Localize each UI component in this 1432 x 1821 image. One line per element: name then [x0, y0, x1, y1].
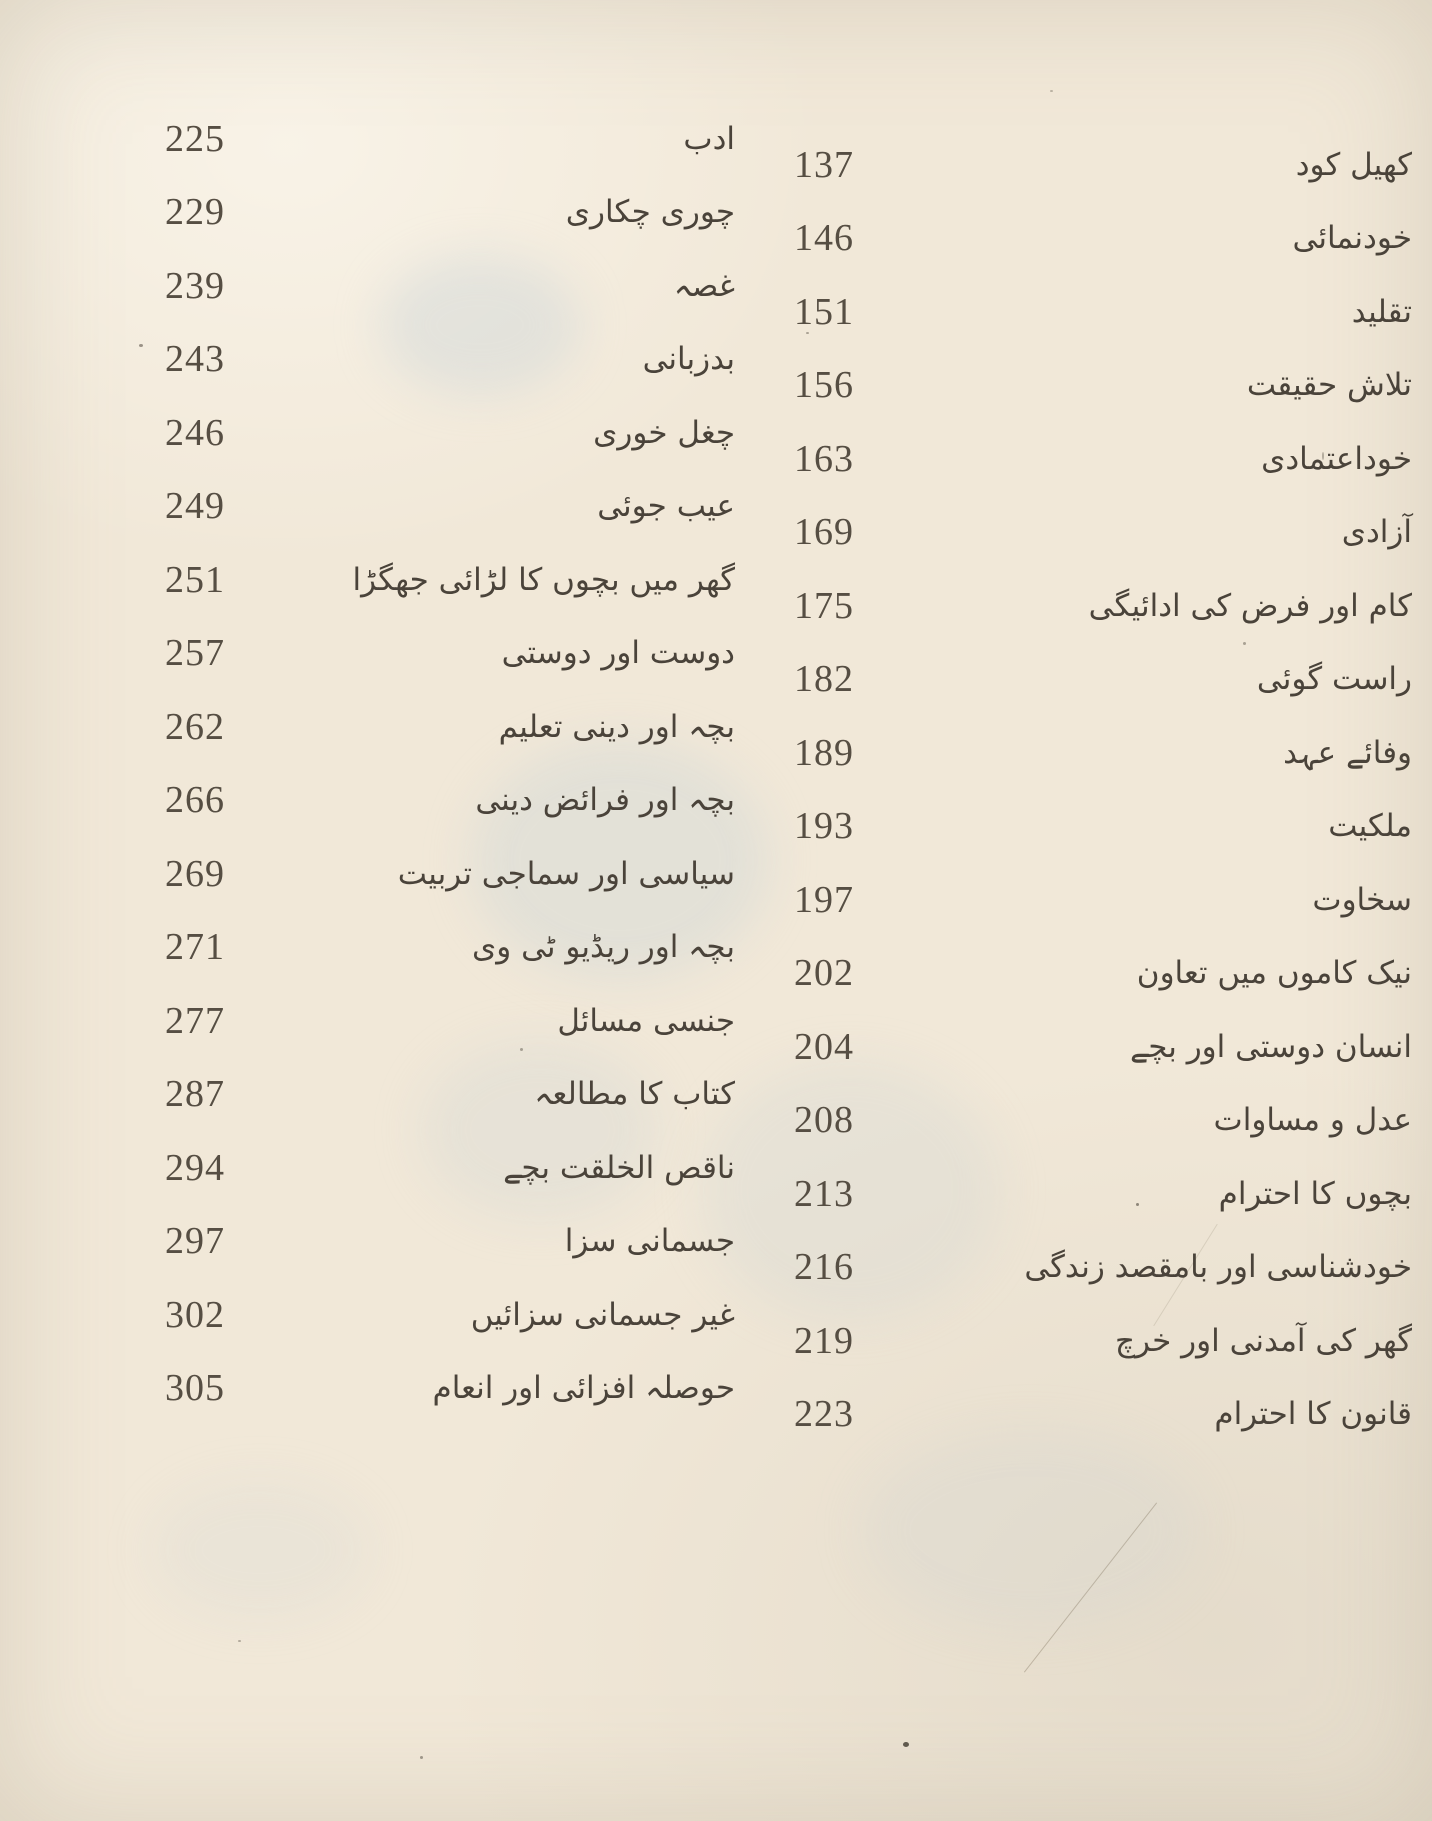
ink-speck [238, 1640, 241, 1642]
toc-row [95, 764, 735, 838]
chapter-title: آزادی [1341, 514, 1412, 551]
page-number: 287 [165, 1073, 225, 1116]
toc-row [770, 496, 1412, 570]
page-number: 269 [165, 852, 225, 895]
page-number: 266 [165, 779, 225, 822]
page-number: 189 [794, 731, 854, 774]
toc-row [770, 422, 1412, 496]
ink-speck [903, 1742, 909, 1747]
chapter-title: خودشناسی اور بامقصد زندگی [1024, 1249, 1412, 1286]
page-number: 225 [165, 117, 225, 160]
page-number: 151 [794, 290, 854, 333]
chapter-title: بدزبانی [642, 341, 735, 378]
toc-row [770, 716, 1412, 790]
page-number: 163 [794, 437, 854, 480]
toc-row [95, 249, 735, 323]
chapter-title: وفائے عہد [1283, 734, 1412, 771]
chapter-title: غصہ [673, 267, 735, 304]
toc-row [770, 128, 1412, 202]
scratch-line [1024, 1502, 1157, 1672]
chapter-title: جسمانی سزا [564, 1223, 735, 1260]
toc-row [770, 643, 1412, 717]
chapter-title: نیک کاموں میں تعاون [1136, 955, 1412, 992]
chapter-title: خودنمائی [1292, 220, 1412, 257]
page-number: 277 [165, 999, 225, 1042]
page-number: 257 [165, 632, 225, 675]
toc-row [95, 690, 735, 764]
toc-row [770, 1304, 1412, 1378]
toc-row [95, 1352, 735, 1426]
page-number: 239 [165, 264, 225, 307]
chapter-title: خوداعتمادی [1261, 440, 1412, 477]
toc-row [770, 937, 1412, 1011]
chapter-title: تقلید [1351, 293, 1412, 330]
chapter-title: کام اور فرض کی ادائیگی [1088, 587, 1412, 624]
toc-row [770, 1157, 1412, 1231]
toc-row [95, 1058, 735, 1132]
ink-speck [420, 1756, 423, 1759]
page-number: 156 [794, 364, 854, 407]
chapter-title: چوری چکاری [565, 194, 735, 231]
chapter-title: عدل و مساوات [1213, 1102, 1412, 1139]
page-number: 137 [794, 143, 854, 186]
toc-row [95, 1205, 735, 1279]
chapter-title: کھیل کود [1295, 146, 1412, 183]
page-number: 262 [165, 705, 225, 748]
page-number: 223 [794, 1393, 854, 1436]
chapter-title: کتاب کا مطالعہ [534, 1076, 735, 1113]
toc-row [95, 543, 735, 617]
toc-column-left [95, 102, 735, 1425]
chapter-title: دوست اور دوستی [501, 635, 735, 672]
toc-row [770, 349, 1412, 423]
chapter-title: بچوں کا احترام [1218, 1175, 1412, 1212]
page-number: 216 [794, 1246, 854, 1289]
paper-stain [150, 1480, 370, 1620]
toc-row [95, 470, 735, 544]
toc-row [770, 863, 1412, 937]
chapter-title: بچہ اور فرائض دینی [475, 782, 735, 819]
chapter-title: ملکیت [1328, 808, 1412, 845]
page-number: 219 [794, 1319, 854, 1362]
chapter-title: تلاش حقیقت [1246, 367, 1412, 404]
toc-row [95, 1278, 735, 1352]
page-number: 251 [165, 558, 225, 601]
page-number: 146 [794, 217, 854, 260]
toc-row [770, 569, 1412, 643]
toc-row [770, 1010, 1412, 1084]
page-number: 204 [794, 1025, 854, 1068]
toc-row [95, 984, 735, 1058]
page-number: 249 [165, 485, 225, 528]
toc-row [95, 617, 735, 691]
toc-row [95, 102, 735, 176]
toc-row [770, 275, 1412, 349]
chapter-title: سخاوت [1312, 881, 1412, 918]
page-number: 202 [794, 952, 854, 995]
page-number: 208 [794, 1099, 854, 1142]
toc-row [95, 396, 735, 470]
chapter-title: بچہ اور ریڈیو ٹی وی [472, 929, 735, 966]
page-number: 175 [794, 584, 854, 627]
chapter-title: گھر میں بچوں کا لڑائی جھگڑا [352, 561, 735, 598]
page-number: 169 [794, 511, 854, 554]
page-number: 305 [165, 1367, 225, 1410]
page-number: 229 [165, 191, 225, 234]
toc-row [770, 202, 1412, 276]
page-number: 197 [794, 878, 854, 921]
page-number: 302 [165, 1293, 225, 1336]
chapter-title: انسان دوستی اور بچے [1130, 1028, 1412, 1065]
toc-row [95, 1131, 735, 1205]
chapter-title: چغل خوری [593, 414, 735, 451]
ink-speck [1050, 90, 1053, 92]
toc-row [95, 323, 735, 397]
chapter-title: ناقص الخلقت بچے [503, 1149, 735, 1186]
chapter-title: راست گوئی [1256, 661, 1412, 698]
toc-row [770, 790, 1412, 864]
chapter-title: غیر جسمانی سزائیں [470, 1296, 735, 1333]
chapter-title: ادب [683, 120, 735, 157]
chapter-title: حوصلہ افزائی اور انعام [432, 1370, 735, 1407]
chapter-title: جنسی مسائل [557, 1002, 735, 1039]
toc-row [95, 837, 735, 911]
chapter-title: بچہ اور دینی تعلیم [498, 708, 735, 745]
chapter-title: گھر کی آمدنی اور خرچ [1115, 1322, 1412, 1359]
page-number: 297 [165, 1220, 225, 1263]
toc-row [770, 1231, 1412, 1305]
toc-row [95, 176, 735, 250]
page-number: 182 [794, 658, 854, 701]
page-number: 271 [165, 926, 225, 969]
page-number: 213 [794, 1172, 854, 1215]
page-number: 294 [165, 1146, 225, 1189]
toc-column-right [770, 128, 1412, 1451]
page-number: 243 [165, 338, 225, 381]
toc-row [770, 1084, 1412, 1158]
toc-row [95, 911, 735, 985]
chapter-title: قانون کا احترام [1214, 1396, 1412, 1433]
page-number: 193 [794, 805, 854, 848]
chapter-title: سیاسی اور سماجی تربیت [397, 855, 735, 892]
paper-stain [860, 1430, 1200, 1630]
page-number: 246 [165, 411, 225, 454]
chapter-title: عیب جوئی [597, 488, 735, 525]
toc-row [770, 1378, 1412, 1452]
